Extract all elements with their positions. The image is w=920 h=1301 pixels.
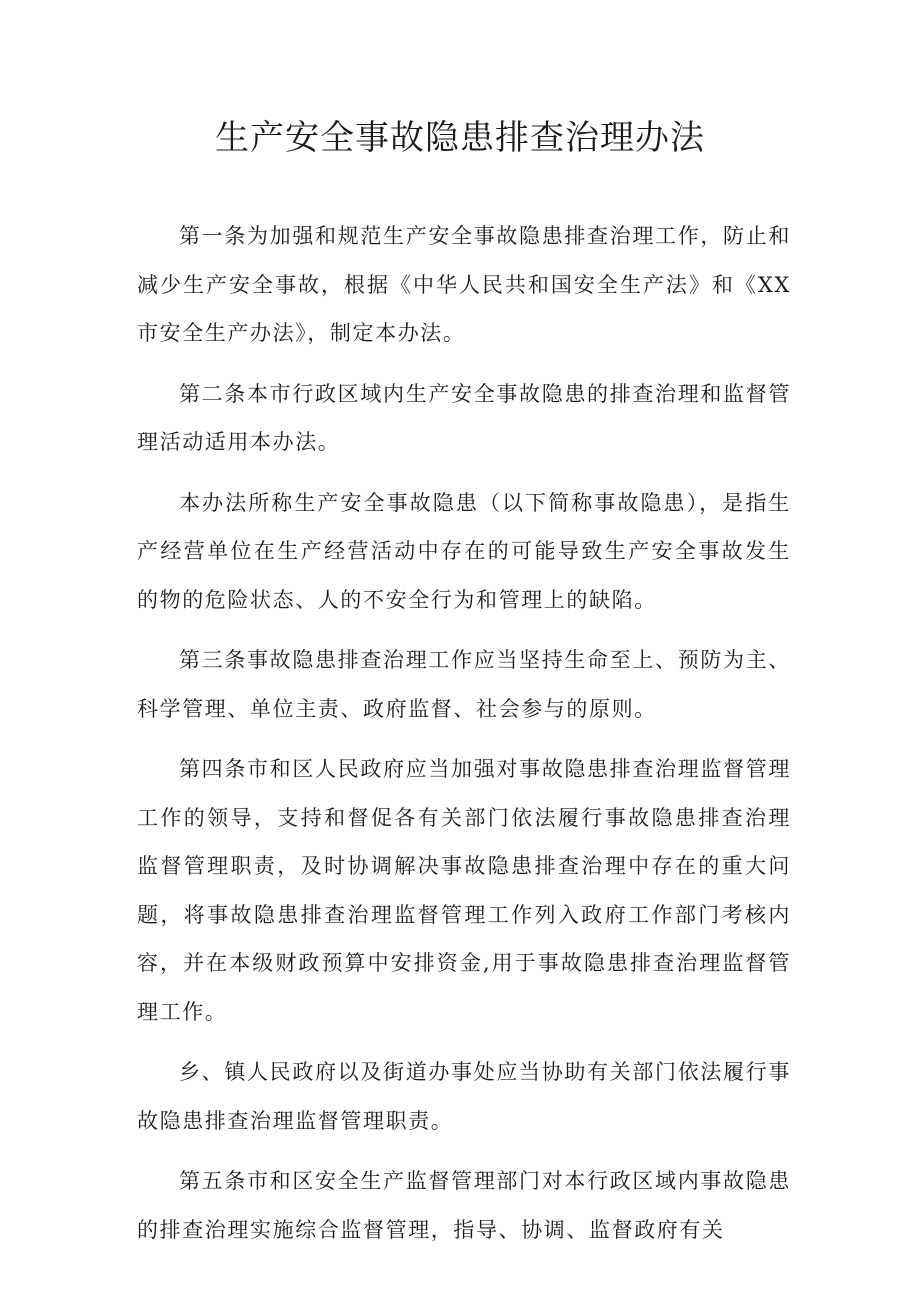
article-2-paragraph: 第二条本市行政区域内生产安全事故隐患的排查治理和监督管理活动适用本办法。	[137, 381, 791, 454]
article-1-paragraph: 第一条为加强和规范生产安全事故隐患排查治理工作，防止和减少生产安全事故，根据《中华人民共和国安全生产法》和《XX市安全生产办法》，制定本办法。	[137, 224, 791, 345]
document-title: 生产安全事故隐患排查治理办法	[215, 118, 705, 158]
document-body	[137, 212, 791, 1266]
article-5-paragraph: 第五条市和区安全生产监督管理部门对本行政区域内事故隐患的排查治理实施综合监督管理，指导、协调、监督政府有关	[137, 1169, 791, 1242]
article-4-township-paragraph: 乡、镇人民政府以及街道办事处应当协助有关部门依法履行事故隐患排查治理监督管理职责。	[137, 1060, 791, 1133]
article-3-paragraph: 第三条事故隐患排查治理工作应当坚持生命至上、预防为主、科学管理、单位主责、政府监督、社会参与的原则。	[137, 648, 791, 721]
article-2-definition-paragraph: 本办法所称生产安全事故隐患（以下简称事故隐患），是指生产经营单位在生产经营活动中存在的可能导致生产安全事故发生的物的危险状态、人的不安全行为和管理上的缺陷。	[137, 490, 791, 612]
article-4-paragraph: 第四条市和区人民政府应当加强对事故隐患排查治理监督管理工作的领导，支持和督促各有关部门依法履行事故隐患排查治理监督管理职责，及时协调解决事故隐患排查治理中存在的重大问题，将事故隐患排查治理监督管理工作列入政府工作部门考核内容，并在本级财政预算中安排资金,用于事故隐患排查治理监督管理工作。	[137, 757, 791, 1024]
